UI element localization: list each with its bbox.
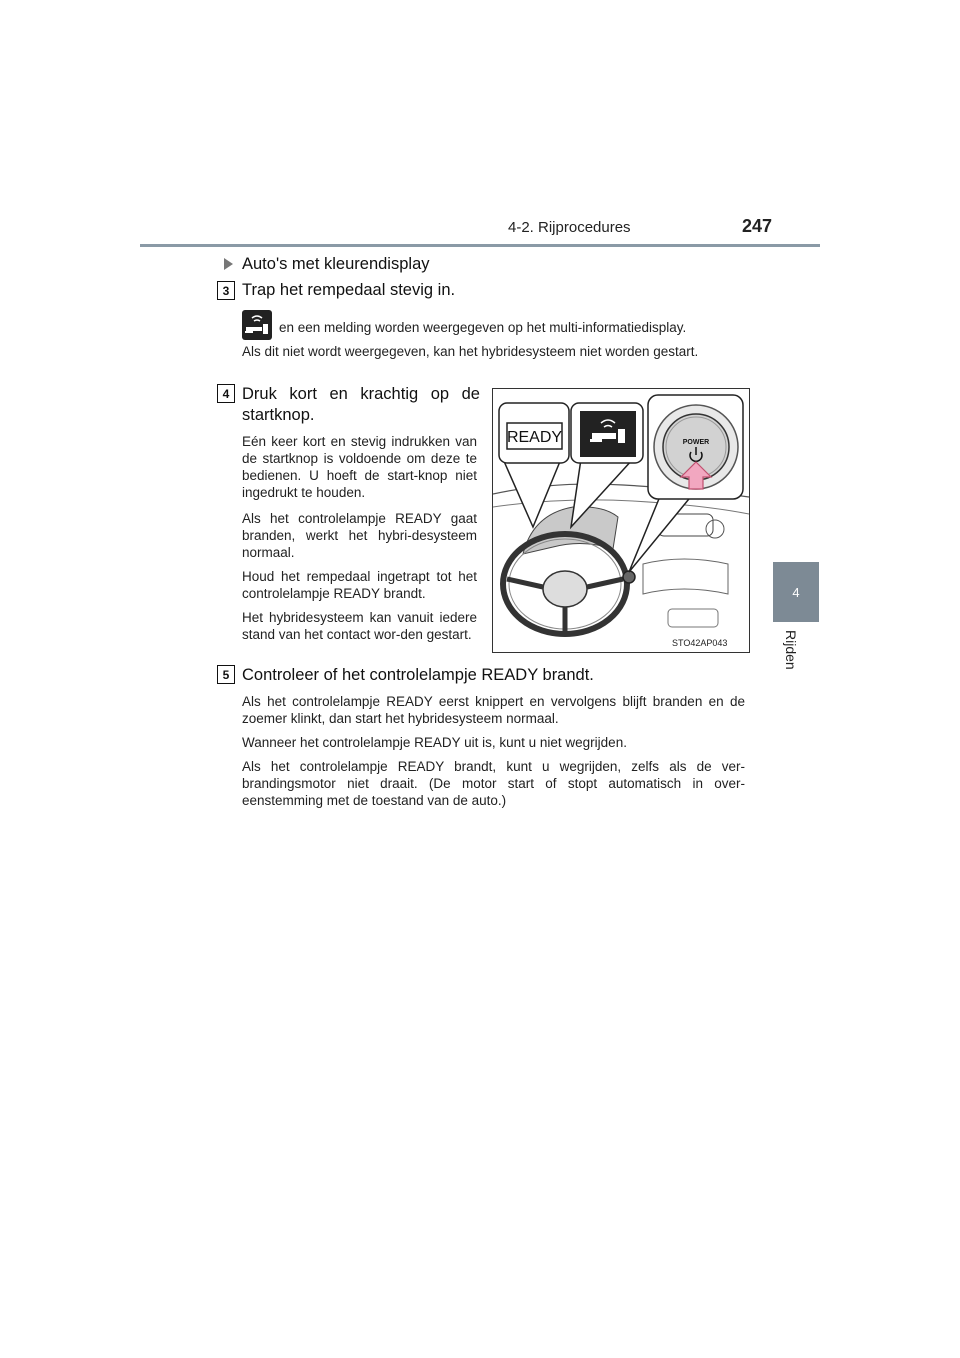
chapter-tab[interactable]: [773, 562, 819, 622]
step-number-4: 4: [217, 384, 235, 403]
figure-code: STO42AP043: [672, 638, 728, 648]
step-3-title: Trap het rempedaal stevig in.: [242, 281, 456, 299]
brake-pedal-indicator-icon: [242, 310, 272, 345]
intro-heading: Auto's met kleurendisplay: [242, 255, 430, 273]
step-number-5: 5: [217, 665, 235, 684]
ready-indicator-label: READY: [506, 429, 563, 446]
step-3-paragraph-1: en een melding worden weergegeven op het multi-informatiedisplay.: [279, 320, 687, 335]
chapter-title: Rijden: [783, 630, 799, 670]
dashboard-illustration: [493, 389, 749, 652]
step-4-title-line-2: startknop.: [242, 406, 315, 424]
step-3-paragraph-2: Als dit niet wordt weergegeven, kan het hybridesysteem niet worden gestart.: [242, 344, 699, 359]
section-title: 4-2. Rijprocedures: [508, 219, 631, 236]
step-5-paragraph-3: Als het controlelampje READY brandt, kunt u wegrijden, zelfs als de ver-brandingsmotor niet draait. (De motor start of stopt automatisch in over-eenstemming met de toestand van de auto.): [242, 759, 745, 808]
step-5-paragraph-2: Wanneer het controlelampje READY uit is, kunt u niet wegrijden.: [242, 735, 627, 750]
step-number-3: 3: [217, 281, 235, 300]
step-4-title-line-1: Druk kort en krachtig op de: [242, 385, 480, 403]
step-4-paragraph-3: Houd het rempedaal ingetrapt tot het controlelampje READY brandt.: [242, 569, 477, 601]
header-divider: [140, 244, 820, 247]
step-4-paragraph-2: Als het controlelampje READY gaat branden, werkt het hybri-desysteem normaal.: [242, 511, 477, 560]
startup-illustration: [492, 388, 750, 653]
chapter-number: 4: [792, 584, 800, 600]
triangle-bullet-icon: [224, 258, 233, 270]
page-number: 247: [742, 216, 773, 236]
step-4-paragraph-4: Het hybridesysteem kan vanuit iedere stand van het contact wor-den gestart.: [242, 610, 477, 642]
step-5-title: Controleer of het controlelampje READY brandt.: [242, 666, 594, 684]
step-5-paragraph-1: Als het controlelampje READY eerst knippert en vervolgens blijft branden en de zoemer klinkt, dan start het hybridesysteem normaal.: [242, 694, 745, 726]
step-4-paragraph-1: Eén keer kort en stevig indrukken van de startknop is voldoende om deze te bedienen. U hoeft de start-knop niet ingedrukt te houden.: [242, 434, 477, 500]
power-button-label: POWER: [682, 439, 710, 446]
